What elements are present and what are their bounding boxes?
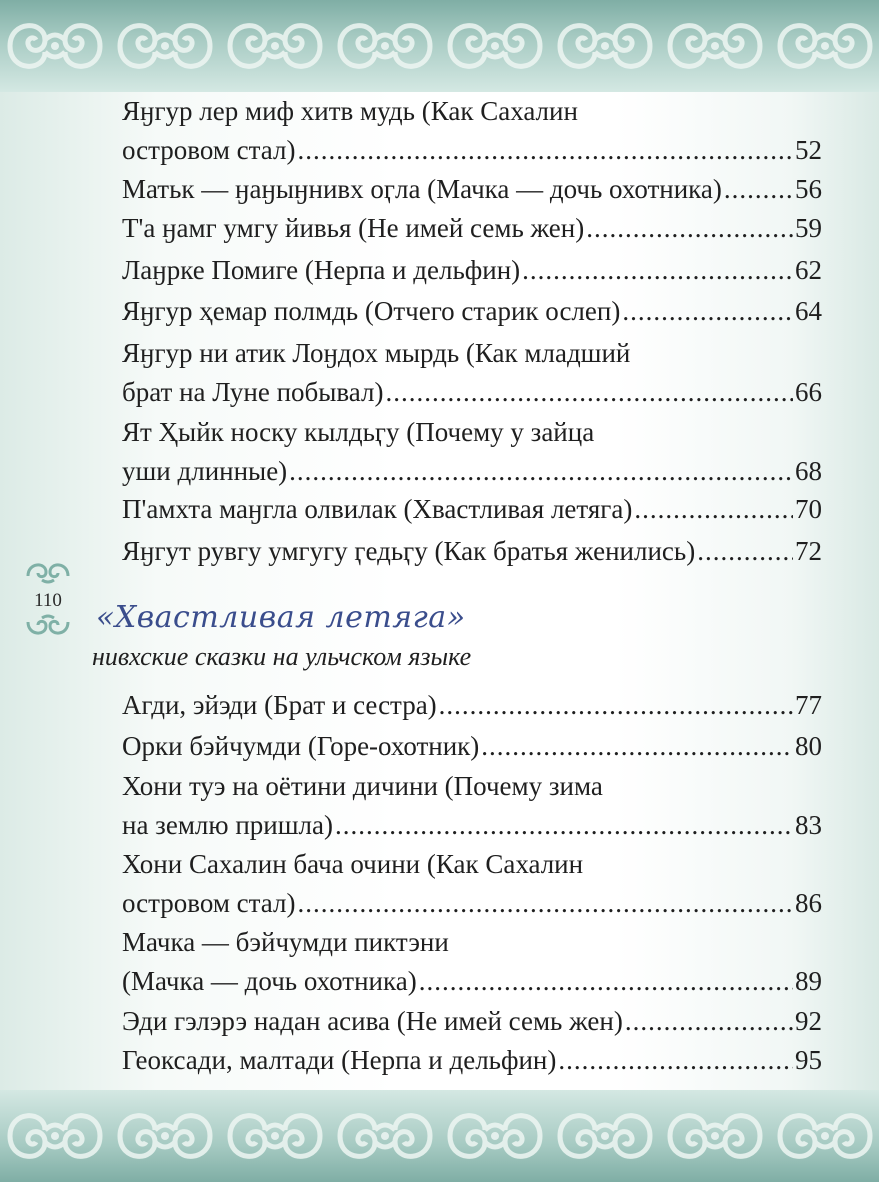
dot-leader [558, 1041, 793, 1080]
dot-leader [634, 490, 793, 529]
dot-leader [522, 251, 793, 290]
entry-line: Лаӈрке Помиге (Нерпа и дельфин) [122, 255, 521, 285]
entry-line: уши длинные) [122, 456, 288, 486]
entry-line: (Мачка — дочь охотника) [122, 966, 417, 996]
entry-page: 95 [795, 1045, 822, 1075]
entry-page: 52 [795, 135, 822, 165]
dot-leader [297, 131, 793, 170]
entry-page: 86 [795, 888, 822, 918]
toc-entry [122, 251, 822, 290]
entry-line: Яӈгур ни атик Лоӈдох мырдь (Как младший [122, 338, 631, 368]
dot-leader [724, 170, 793, 209]
entry-page: 80 [795, 731, 822, 761]
toc-entry [122, 767, 822, 845]
toc-entry [122, 209, 822, 248]
entry-line: Яӈгут рувгу умгугу ӷедьӷу (Как братья женились) [122, 536, 696, 566]
toc-entry [122, 727, 822, 766]
entry-line: Эди гэлэрэ надан асива (Не имей семь жен) [122, 1006, 623, 1036]
entry-line: Геоксади, малтади (Нерпа и дельфин) [122, 1045, 557, 1075]
entry-page: 66 [795, 377, 822, 407]
dot-leader [385, 373, 793, 412]
dot-leader [586, 209, 793, 248]
toc-entry [122, 845, 822, 923]
entry-line: Мачка — бэйчумди пиктэни [122, 927, 449, 957]
dot-leader [297, 884, 793, 923]
toc-entry [122, 532, 822, 571]
entry-page: 68 [795, 456, 822, 486]
toc-entry [122, 292, 822, 331]
entry-line: островом стал) [122, 888, 296, 918]
dot-leader [625, 1002, 793, 1041]
toc-entry [122, 334, 822, 412]
dot-leader [419, 962, 793, 1001]
entry-line: Ят Ҳыйк носку кылдьӷу (Почему у зайца [122, 417, 595, 447]
entry-line: Хони Сахалин бача очини (Как Сахалин [122, 849, 584, 879]
toc-entry [122, 490, 822, 529]
entry-page: 89 [795, 966, 822, 996]
entry-page: 77 [795, 690, 822, 720]
toc-entry [122, 686, 822, 725]
entry-line: Яӈгур ҳемар полмдь (Отчего старик ослеп) [122, 296, 621, 326]
entry-line: Агди, эйэди (Брат и сестра) [122, 690, 437, 720]
toc-entry [122, 1002, 822, 1041]
entry-line: Т'а ӈамг умгу йивья (Не имей семь жен) [122, 213, 585, 243]
entry-page: 72 [795, 536, 822, 566]
toc-entry [122, 923, 822, 1001]
entry-line: брат на Луне побывал) [122, 377, 384, 407]
entry-page: 92 [795, 1006, 822, 1036]
entry-line: Орки бэйчумди (Горе-охотник) [122, 731, 480, 761]
entry-line: островом стал) [122, 135, 296, 165]
entry-page: 56 [795, 174, 822, 204]
entry-page: 59 [795, 213, 822, 243]
toc-entry [122, 170, 822, 209]
entry-line: Яӈгур лер миф хитв мудь (Как Сахалин [122, 96, 578, 126]
dot-leader [289, 452, 793, 491]
entry-page: 64 [795, 296, 822, 326]
section-title: «Хвастливая летяга» [96, 600, 466, 635]
dot-leader [335, 806, 793, 845]
page-number: 110 [34, 590, 62, 611]
toc-entry [122, 92, 822, 170]
entry-page: 62 [795, 255, 822, 285]
toc-entry [122, 413, 822, 491]
toc-entry [122, 1041, 822, 1080]
dot-leader [481, 727, 793, 766]
entry-line: Хони туэ на оётини дичини (Почему зима [122, 771, 603, 801]
entry-line: на землю пришла) [122, 810, 333, 840]
entry-line: П'амхта маӈгла олвилак (Хвастливая летяга) [122, 494, 633, 524]
entry-page: 83 [795, 810, 822, 840]
dot-leader [697, 532, 793, 571]
dot-leader [622, 292, 793, 331]
section-subtitle: нивхские сказки на ульчском языке [92, 642, 472, 671]
entry-line: Матьк — ӈаӈыӈнивх оӷла (Мачка — дочь охотника) [122, 174, 722, 204]
dot-leader [439, 686, 793, 725]
entry-page: 70 [795, 494, 822, 524]
